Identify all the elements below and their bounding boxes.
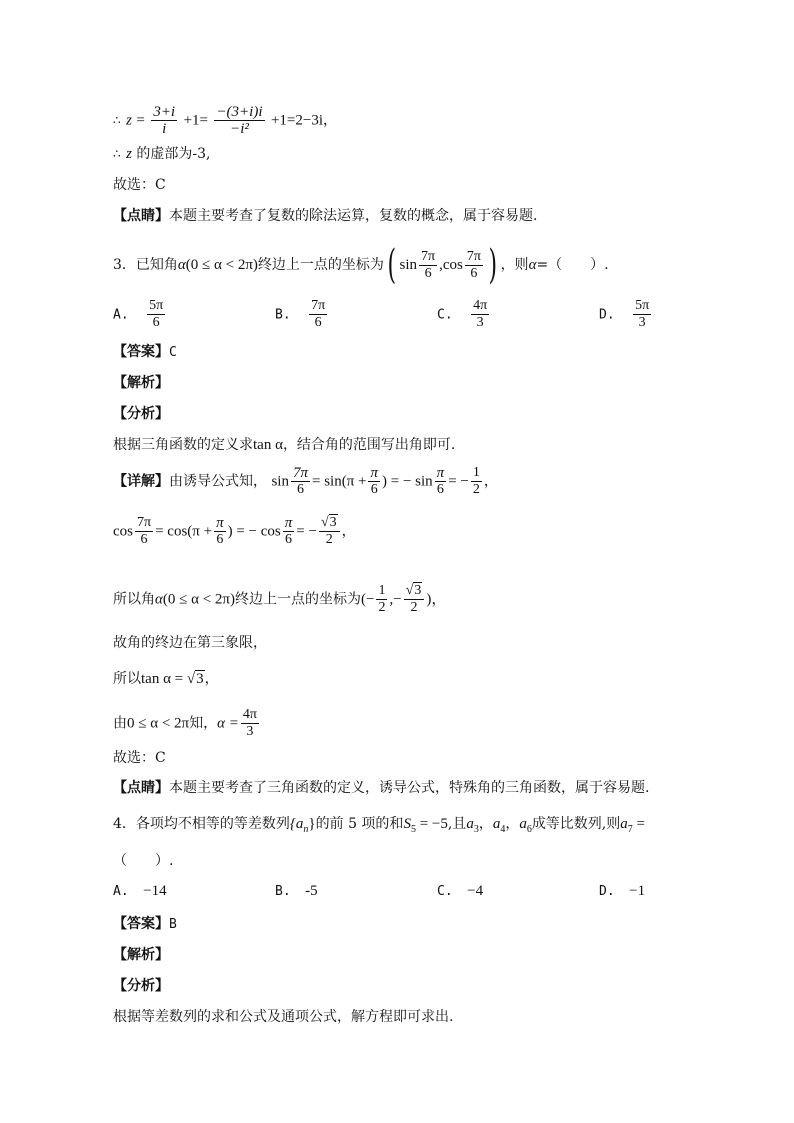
expr-text: tan α =: [141, 671, 187, 687]
numerator: 5π: [149, 298, 164, 313]
punct: ，: [204, 671, 219, 687]
section-label: 【答案】: [113, 344, 169, 360]
answer-value: C: [169, 345, 177, 360]
option-c[interactable]: [437, 883, 483, 900]
expr-text: ,−: [389, 591, 402, 608]
subscript: 4: [500, 823, 506, 835]
choose-line: 故选：C: [113, 177, 166, 193]
expr-text: (−: [361, 591, 375, 608]
expr-text: α =: [217, 715, 239, 732]
punct: ，: [505, 816, 520, 832]
punct: ，: [483, 473, 498, 490]
question-4-stem: [113, 815, 645, 839]
answer-line: [113, 343, 177, 362]
fraction: [151, 104, 177, 137]
section-label: 【详解】: [113, 473, 169, 490]
expr-text: )，: [426, 591, 447, 608]
fraction: [471, 465, 482, 498]
var-a: a: [466, 816, 474, 832]
option-d[interactable]: [599, 883, 645, 900]
numerator: 7π: [137, 515, 152, 530]
var-z: z: [126, 112, 132, 129]
fraction: [147, 298, 165, 331]
denominator: 6: [291, 481, 310, 498]
option-value: −14: [143, 883, 167, 899]
fraction: [241, 707, 259, 740]
text: 由: [113, 715, 127, 732]
denominator: −i²: [214, 120, 264, 137]
numerator: π: [216, 515, 224, 531]
numerator: π: [284, 515, 293, 531]
option-value: -5: [305, 883, 318, 899]
fenxi-text: [113, 436, 455, 454]
numerator: −(3+i)i: [216, 104, 263, 120]
text: 知，: [189, 715, 218, 732]
fraction: [214, 515, 226, 548]
option-label: D.: [599, 307, 615, 323]
punct: ,: [439, 257, 443, 273]
option-b[interactable]: [275, 883, 318, 900]
fraction: $\frac{√3}{2}$: [404, 583, 425, 616]
text: =（ ）.: [536, 257, 609, 273]
fenxi-label-2: 【分析】: [113, 978, 169, 994]
denominator: 2: [472, 482, 480, 497]
expr-text: = −: [296, 523, 317, 540]
range: (0 ≤ α < 2π): [162, 591, 235, 608]
denominator: 6: [147, 314, 165, 331]
tan-line: 所以tan α = √3，: [113, 671, 219, 687]
denominator: 6: [309, 314, 327, 331]
fraction: [435, 465, 447, 498]
detail-line-sin: [113, 465, 498, 498]
denominator: 6: [368, 481, 380, 498]
text: 已知角: [135, 257, 178, 273]
denominator: i: [151, 120, 177, 137]
text: ,且: [447, 816, 467, 832]
numerator: 1: [378, 583, 386, 598]
section-label: 【点睛】: [113, 208, 169, 224]
fraction: [368, 465, 380, 498]
numerator: 7π: [311, 298, 326, 313]
denominator: 6: [435, 481, 447, 498]
expr-text: = cos(π +: [155, 523, 213, 540]
text: 由诱导公式知，: [169, 473, 267, 490]
subscript: 7: [627, 823, 633, 835]
denominator: 6: [419, 265, 437, 282]
option-label: D.: [599, 884, 615, 899]
text: ，则: [500, 257, 529, 273]
denominator: 2: [404, 599, 425, 616]
denominator: 3: [633, 314, 651, 331]
text: 本题主要考查了三角函数的定义，诱导公式，特殊角的三角函数，属于容易题.: [169, 780, 650, 796]
var-alpha: α: [155, 591, 163, 608]
section-label: 【答案】: [113, 916, 169, 932]
option-label: C.: [437, 307, 453, 323]
text: 各项均不相等的等差数列: [135, 816, 290, 832]
option-a[interactable]: [113, 883, 167, 900]
sqrt-radicand: 3: [414, 583, 422, 598]
var-alpha: α: [528, 257, 537, 273]
text: 终边上一点的坐标为: [257, 257, 384, 273]
fraction: [633, 298, 651, 331]
fraction: [283, 515, 295, 548]
range: 0 ≤ α < 2π: [127, 715, 190, 732]
solution-line-z: [113, 104, 337, 137]
expr-text: =: [632, 816, 645, 832]
fraction: [291, 465, 310, 498]
numerator: 4π: [473, 298, 488, 313]
option-d[interactable]: [599, 298, 653, 331]
point-coord-line: [113, 583, 446, 616]
option-label: B.: [275, 884, 291, 899]
text: 本题主要考查了复数的除法运算，复数的概念，属于容易题.: [169, 208, 538, 224]
denominator: 3: [471, 314, 489, 331]
text: 所以: [113, 671, 141, 687]
expr-text: ) = − cos: [227, 523, 281, 540]
fenxi-label: 【分析】: [113, 406, 169, 422]
expr-text: = −5: [415, 816, 448, 832]
seq-symbol: }: [308, 816, 316, 832]
fraction: [471, 298, 489, 331]
option-label: A.: [113, 307, 129, 323]
cos: cos: [113, 523, 133, 540]
fraction: $\frac{√3}{2}$: [319, 515, 340, 548]
text: ，结合角的范围写出角即可.: [282, 437, 456, 453]
denominator: 6: [135, 531, 153, 548]
text: 终边上一点的坐标为: [235, 591, 361, 608]
option-c[interactable]: [437, 298, 491, 331]
sin: sin: [271, 473, 289, 490]
expr-text: = sin(π +: [311, 473, 367, 490]
dianjing-line: [113, 207, 537, 225]
denominator: 6: [214, 531, 226, 548]
sqrt-radicand: 3: [196, 671, 204, 687]
final-line: [113, 707, 261, 740]
var-a: a: [620, 816, 628, 832]
answer-line-2: [113, 915, 177, 934]
var-a: a: [519, 816, 527, 832]
numerator: π: [370, 465, 378, 481]
option-value: −1: [629, 883, 646, 899]
numerator: 5π: [635, 298, 650, 313]
text: 根据三角函数的定义求: [113, 437, 253, 453]
numerator: 3+i: [153, 104, 176, 120]
choose-line-2: 故选：C: [113, 750, 166, 766]
right-paren: ): [488, 242, 498, 288]
denominator: 3: [241, 723, 259, 740]
text: 所以角: [113, 591, 155, 608]
therefore-symbol: ∴: [113, 113, 122, 128]
tan-alpha: tan α: [253, 437, 283, 453]
sqrt-radicand: 3: [329, 515, 337, 530]
fraction: [135, 515, 153, 548]
fraction: [214, 104, 264, 137]
denominator: 2: [378, 600, 386, 615]
option-label: C.: [437, 884, 453, 899]
subscript: 3: [473, 823, 479, 835]
expr-text: +1=2−3i: [270, 112, 324, 129]
question-number: 4．: [113, 816, 136, 832]
solution-line-imag: [113, 145, 210, 163]
left-paren: (: [387, 242, 397, 288]
question-number: 3．: [113, 257, 136, 273]
detail-line-cos: [113, 515, 356, 548]
fraction: [376, 583, 387, 616]
fraction: [309, 298, 327, 331]
denominator: 6: [465, 265, 483, 282]
var-alpha: α: [177, 257, 186, 273]
var-a: a: [492, 816, 501, 832]
numerator: 7π: [292, 465, 308, 481]
fenxi-text-2: 根据等差数列的求和公式及通项公式，解方程即可求出.: [113, 1009, 454, 1025]
seq-symbol: {a: [289, 816, 304, 832]
option-label: B.: [275, 307, 291, 323]
answer-value: B: [169, 917, 177, 932]
text: 的前 5 项的和: [315, 816, 404, 832]
option-label: A.: [113, 884, 129, 899]
expr-text: +1=: [183, 112, 208, 129]
denominator: 6: [283, 531, 295, 548]
denominator: 2: [319, 531, 340, 548]
expr-text: = −: [448, 473, 469, 490]
analysis-label: 【解析】: [113, 375, 169, 391]
sin: sin: [399, 257, 418, 273]
therefore-symbol: ∴: [113, 147, 122, 161]
subscript: 6: [526, 823, 532, 835]
eq-sign: =: [136, 112, 145, 129]
numerator: 4π: [242, 707, 257, 722]
range: (0 ≤ α < 2π): [185, 257, 258, 273]
subscript: n: [303, 823, 309, 835]
fraction: [419, 249, 437, 282]
question-4-blank: （ ）.: [113, 853, 174, 869]
question-3-stem: [113, 242, 609, 288]
numerator: π: [436, 465, 445, 481]
option-b[interactable]: [275, 298, 329, 331]
var-z: z: [126, 146, 132, 162]
expr-text: ) = − sin: [382, 473, 433, 490]
analysis-label-2: 【解析】: [113, 947, 169, 963]
fraction: [465, 249, 483, 282]
dianjing-line-2: [113, 779, 649, 797]
quadrant-line: 故角的终边在第三象限，: [113, 635, 267, 651]
option-value: −4: [467, 883, 484, 899]
numerator: 1: [472, 465, 480, 480]
section-label: 【点睛】: [113, 780, 169, 796]
text: 的虚部为-3,: [136, 146, 211, 162]
punct: ，: [478, 816, 493, 832]
numerator: 7π: [466, 248, 481, 264]
punct: ，: [323, 112, 338, 129]
option-a[interactable]: [113, 298, 167, 331]
var-s: S: [403, 816, 411, 832]
subscript: 5: [410, 823, 416, 835]
cos: cos: [442, 257, 463, 273]
text: 成等比数列,则: [531, 816, 621, 832]
punct: ，: [341, 523, 356, 540]
numerator: 7π: [421, 248, 436, 264]
